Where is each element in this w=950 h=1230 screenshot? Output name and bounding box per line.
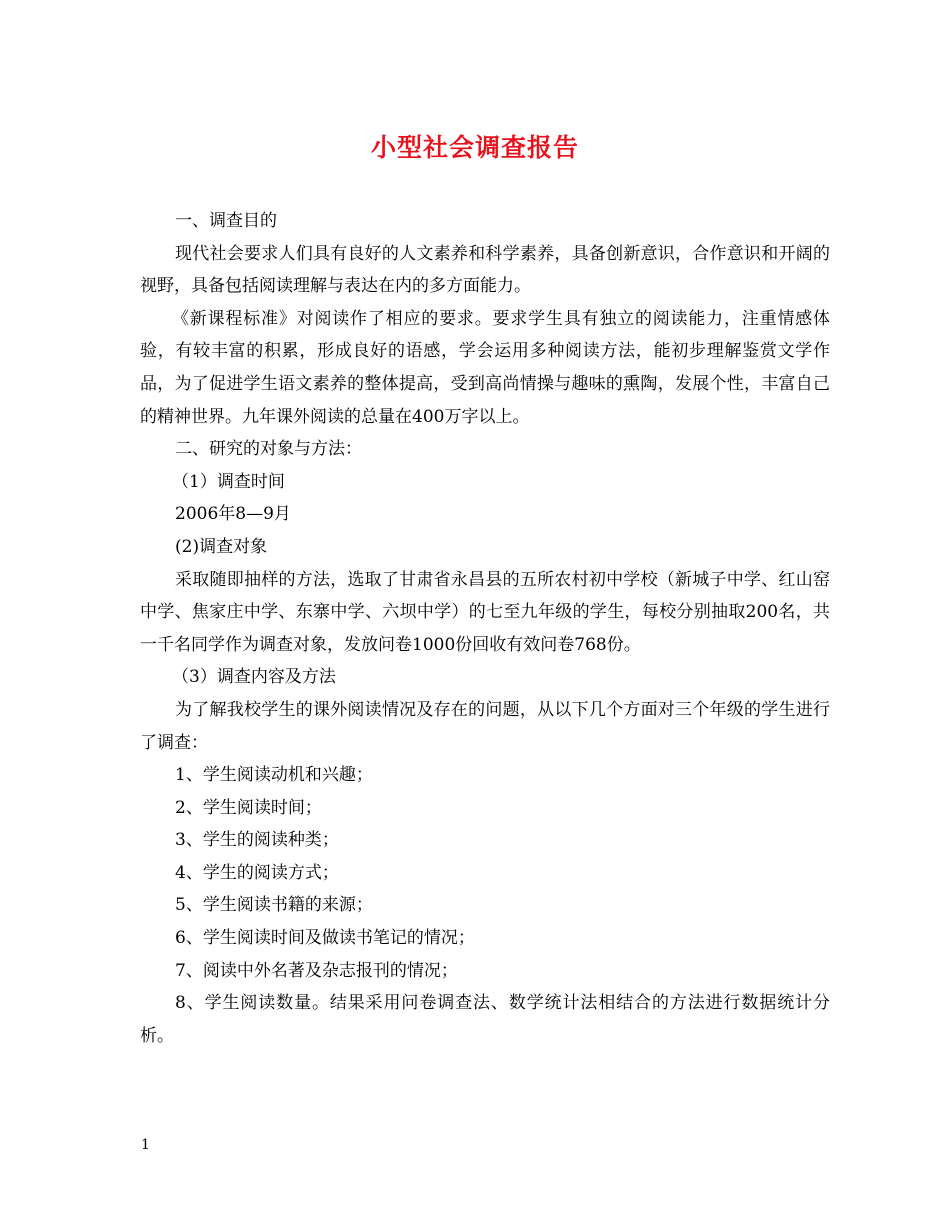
list-item: 3、学生的阅读种类； — [175, 830, 339, 851]
paragraph: 《新课程标准》对阅读作了相应的要求。要求学生具有独立的阅读能力，注重情感体验，有较丰富的积累，形成良好的语感，学会运用多种阅读方法，能初步理解鉴赏文学作品，为了促进学生语文素养的整体提高，受到高尚情操与趣味的熏陶，发展个性，丰富自己的精神世界。九年课外阅读的总量在400万字以上。 — [140, 308, 830, 427]
list-item: 2、学生阅读时间； — [175, 797, 322, 818]
paragraph: 现代社会要求人们具有良好的人文素养和科学素养，具备创新意识，合作意识和开阔的视野，具备包括阅读理解与表达在内的多方面能力。 — [140, 243, 830, 297]
section-heading-purpose: 一、调查目的 — [175, 211, 277, 231]
paragraph: 为了解我校学生的课外阅读情况及存在的问题，从以下几个方面对三个年级的学生进行了调查： — [140, 699, 830, 753]
paragraph: 2006年8—9月 — [175, 504, 291, 525]
list-item: 7、阅读中外名著及杂志报刊的情况； — [175, 960, 458, 981]
document-title: 小型社会调查报告 — [370, 133, 579, 162]
list-item: 1、学生阅读动机和兴趣； — [175, 765, 373, 786]
list-item: 4、学生的阅读方式； — [175, 862, 339, 883]
list-item: 8、学生阅读数量。结果采用问卷调查法、数学统计法相结合的方法进行数据统计分析。 — [140, 993, 830, 1046]
page-number: 1 — [141, 1137, 150, 1153]
list-item: 5、学生阅读书籍的来源； — [175, 895, 373, 916]
subheading-survey-time: （1）调查时间 — [172, 471, 285, 492]
subheading-survey-subjects: (2)调查对象 — [175, 536, 268, 557]
paragraph: 采取随即抽样的方法，选取了甘肃省永昌县的五所农村初中学校（新城子中学、红山窑中学、焦家庄中学、东寨中学、六坝中学）的七至九年级的学生，每校分别抽取200名，共一千名同学作为调查对象，发放问卷1000份回收有效问卷768份。 — [140, 569, 830, 655]
subheading-survey-content: （3）调查内容及方法 — [172, 667, 336, 688]
document-body — [140, 205, 830, 1052]
list-item: 6、学生阅读时间及做读书笔记的情况； — [175, 928, 475, 949]
section-heading-subjects-methods: 二、研究的对象与方法： — [175, 439, 362, 460]
